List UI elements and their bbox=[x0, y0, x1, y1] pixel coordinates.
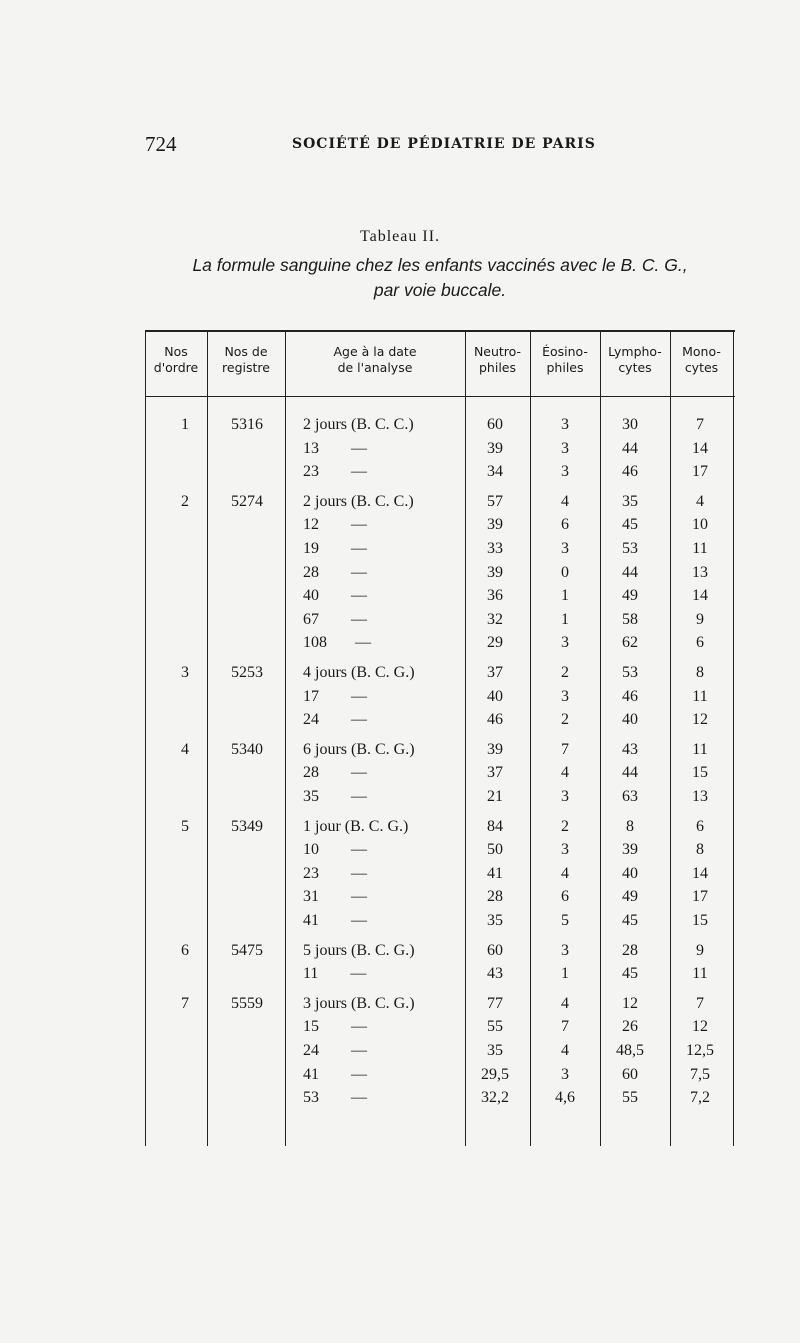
neutrophiles-cell: 84 bbox=[487, 817, 503, 835]
neutrophiles-cell: 39 bbox=[487, 439, 503, 457]
table-row bbox=[145, 1066, 735, 1089]
eosinophiles-cell: 3 bbox=[561, 416, 569, 433]
age-cell: 31 — bbox=[303, 888, 367, 906]
age-cell: 6 jours (B. C. G.) bbox=[303, 740, 415, 758]
ordre-cell: 3 bbox=[181, 664, 189, 681]
monocytes-cell: 12 bbox=[692, 711, 708, 729]
lymphocytes-cell: 30 bbox=[622, 416, 638, 433]
table-row bbox=[145, 516, 735, 539]
ordre-cell: 5 bbox=[181, 817, 189, 835]
header-lymphocytes: Lympho- cytes bbox=[608, 344, 662, 375]
lymphocytes-cell: 53 bbox=[622, 540, 638, 557]
neutrophiles-cell: 39 bbox=[487, 516, 503, 534]
neutrophiles-cell: 39 bbox=[487, 563, 503, 581]
age-cell: 17 — bbox=[303, 687, 367, 705]
neutrophiles-cell: 43 bbox=[487, 965, 503, 983]
registre-cell: 5316 bbox=[231, 416, 263, 433]
registre-cell: 5340 bbox=[231, 740, 263, 758]
lymphocytes-cell: 46 bbox=[622, 687, 638, 705]
monocytes-cell: 6 bbox=[696, 817, 704, 835]
neutrophiles-cell: 21 bbox=[487, 788, 503, 805]
registre-cell: 5253 bbox=[231, 664, 263, 681]
neutrophiles-cell: 55 bbox=[487, 1018, 503, 1036]
eosinophiles-cell: 1 bbox=[561, 965, 569, 983]
age-cell: 23 — bbox=[303, 463, 367, 481]
lymphocytes-cell: 39 bbox=[622, 841, 638, 859]
age-cell: 19 — bbox=[303, 540, 367, 557]
eosinophiles-cell: 7 bbox=[561, 1018, 569, 1036]
neutrophiles-cell: 41 bbox=[487, 864, 503, 882]
monocytes-cell: 14 bbox=[692, 864, 708, 882]
lymphocytes-cell: 44 bbox=[622, 439, 638, 457]
eosinophiles-cell: 4,6 bbox=[555, 1089, 575, 1107]
lymphocytes-cell: 40 bbox=[622, 864, 638, 882]
eosinophiles-cell: 1 bbox=[561, 610, 569, 628]
table-row bbox=[145, 664, 735, 687]
neutrophiles-cell: 60 bbox=[487, 416, 503, 433]
monocytes-cell: 17 bbox=[692, 888, 708, 906]
registre-cell: 5274 bbox=[231, 492, 263, 510]
eosinophiles-cell: 6 bbox=[561, 888, 569, 906]
age-cell: 41 — bbox=[303, 912, 367, 929]
neutrophiles-cell: 46 bbox=[487, 711, 503, 729]
monocytes-cell: 13 bbox=[692, 563, 708, 581]
neutrophiles-cell: 28 bbox=[487, 888, 503, 906]
monocytes-cell: 11 bbox=[692, 687, 708, 705]
caption-line-1: La formule sanguine chez les enfants vaccinés avec le B. C. G., bbox=[192, 255, 688, 275]
neutrophiles-cell: 29,5 bbox=[481, 1065, 509, 1083]
monocytes-cell: 11 bbox=[692, 965, 708, 983]
eosinophiles-cell: 5 bbox=[561, 912, 569, 929]
age-cell: 24 — bbox=[303, 1042, 367, 1059]
monocytes-cell: 12,5 bbox=[686, 1042, 714, 1059]
table-row bbox=[145, 440, 735, 463]
eosinophiles-cell: 3 bbox=[561, 788, 569, 805]
header-registre: Nos de registre bbox=[222, 344, 270, 375]
monocytes-cell: 7,2 bbox=[690, 1089, 710, 1107]
neutrophiles-cell: 40 bbox=[487, 687, 503, 705]
eosinophiles-cell: 3 bbox=[561, 1065, 569, 1083]
age-cell: 15 — bbox=[303, 1018, 367, 1036]
lymphocytes-cell: 28 bbox=[622, 941, 638, 959]
table-row bbox=[145, 1089, 735, 1112]
lymphocytes-cell: 49 bbox=[622, 587, 638, 605]
monocytes-cell: 9 bbox=[696, 610, 704, 628]
monocytes-cell: 12 bbox=[692, 1018, 708, 1036]
lymphocytes-cell: 58 bbox=[622, 610, 638, 628]
neutrophiles-cell: 39 bbox=[487, 740, 503, 758]
table-row bbox=[145, 818, 735, 841]
neutrophiles-cell: 35 bbox=[487, 912, 503, 929]
header-ordre: Nos d'ordre bbox=[153, 344, 199, 375]
eosinophiles-cell: 3 bbox=[561, 687, 569, 705]
eosinophiles-cell: 3 bbox=[561, 841, 569, 859]
age-cell: 1 jour (B. C. G.) bbox=[303, 817, 409, 835]
age-cell: 108 — bbox=[303, 634, 371, 652]
neutrophiles-cell: 60 bbox=[487, 941, 503, 959]
age-cell: 41 — bbox=[303, 1065, 367, 1083]
monocytes-cell: 9 bbox=[696, 941, 704, 959]
table-row bbox=[145, 912, 735, 935]
monocytes-cell: 7,5 bbox=[690, 1065, 710, 1083]
lymphocytes-cell: 45 bbox=[622, 965, 638, 983]
page-number: 724 bbox=[145, 132, 177, 156]
age-cell: 2 jours (B. C. C.) bbox=[303, 492, 414, 510]
age-cell: 28 — bbox=[303, 563, 367, 581]
table-row bbox=[145, 965, 735, 988]
monocytes-cell: 4 bbox=[696, 492, 704, 510]
table-row bbox=[145, 564, 735, 587]
age-cell: 23 — bbox=[303, 864, 367, 882]
header-age: Age à la date de l'analyse bbox=[333, 344, 417, 375]
ordre-cell: 7 bbox=[181, 994, 189, 1012]
table-row bbox=[145, 764, 735, 787]
eosinophiles-cell: 3 bbox=[561, 941, 569, 959]
eosinophiles-cell: 2 bbox=[561, 817, 569, 835]
eosinophiles-cell: 6 bbox=[561, 516, 569, 534]
age-cell: 67 — bbox=[303, 610, 367, 628]
table-caption bbox=[145, 253, 735, 303]
monocytes-cell: 15 bbox=[692, 912, 708, 929]
table-row bbox=[145, 741, 735, 764]
lymphocytes-cell: 63 bbox=[622, 788, 638, 805]
monocytes-cell: 14 bbox=[692, 587, 708, 605]
age-cell: 3 jours (B. C. G.) bbox=[303, 994, 415, 1012]
age-cell: 12 — bbox=[303, 516, 367, 534]
registre-cell: 5349 bbox=[231, 817, 263, 835]
monocytes-cell: 13 bbox=[692, 788, 708, 805]
registre-cell: 5475 bbox=[231, 941, 263, 959]
table-row bbox=[145, 1018, 735, 1041]
table-row bbox=[145, 416, 735, 439]
table-row bbox=[145, 634, 735, 657]
neutrophiles-cell: 57 bbox=[487, 492, 503, 510]
age-cell: 11 — bbox=[303, 965, 367, 983]
table-row bbox=[145, 611, 735, 634]
header-eosinophiles: Éosino- philes bbox=[542, 344, 588, 375]
monocytes-cell: 7 bbox=[696, 994, 704, 1012]
eosinophiles-cell: 3 bbox=[561, 634, 569, 652]
caption-line-2: par voie buccale. bbox=[373, 280, 507, 300]
lymphocytes-cell: 35 bbox=[622, 492, 638, 510]
lymphocytes-cell: 53 bbox=[622, 664, 638, 681]
monocytes-cell: 8 bbox=[696, 664, 704, 681]
eosinophiles-cell: 2 bbox=[561, 664, 569, 681]
header-monocytes: Mono- cytes bbox=[682, 344, 721, 375]
age-cell: 53 — bbox=[303, 1089, 367, 1107]
lymphocytes-cell: 48,5 bbox=[616, 1042, 644, 1059]
lymphocytes-cell: 55 bbox=[622, 1089, 638, 1107]
neutrophiles-cell: 77 bbox=[487, 994, 503, 1012]
lymphocytes-cell: 43 bbox=[622, 740, 638, 758]
eosinophiles-cell: 1 bbox=[561, 587, 569, 605]
eosinophiles-cell: 3 bbox=[561, 439, 569, 457]
age-cell: 10 — bbox=[303, 841, 367, 859]
monocytes-cell: 8 bbox=[696, 841, 704, 859]
neutrophiles-cell: 33 bbox=[487, 540, 503, 557]
header-neutrophiles: Neutro- philes bbox=[473, 344, 522, 375]
monocytes-cell: 7 bbox=[696, 416, 704, 433]
lymphocytes-cell: 40 bbox=[622, 711, 638, 729]
monocytes-cell: 10 bbox=[692, 516, 708, 534]
lymphocytes-cell: 62 bbox=[622, 634, 638, 652]
table-row bbox=[145, 587, 735, 610]
neutrophiles-cell: 37 bbox=[487, 664, 503, 681]
monocytes-cell: 15 bbox=[692, 764, 708, 782]
ordre-cell: 1 bbox=[181, 416, 189, 433]
neutrophiles-cell: 35 bbox=[487, 1042, 503, 1059]
registre-cell: 5559 bbox=[231, 994, 263, 1012]
eosinophiles-cell: 4 bbox=[561, 864, 569, 882]
monocytes-cell: 6 bbox=[696, 634, 704, 652]
lymphocytes-cell: 60 bbox=[622, 1065, 638, 1083]
neutrophiles-cell: 37 bbox=[487, 764, 503, 782]
lymphocytes-cell: 45 bbox=[622, 912, 638, 929]
monocytes-cell: 11 bbox=[692, 540, 708, 557]
lymphocytes-cell: 44 bbox=[622, 764, 638, 782]
eosinophiles-cell: 0 bbox=[561, 563, 569, 581]
neutrophiles-cell: 36 bbox=[487, 587, 503, 605]
table-row bbox=[145, 942, 735, 965]
ordre-cell: 4 bbox=[181, 740, 189, 758]
blood-formula-table bbox=[145, 330, 735, 1146]
eosinophiles-cell: 4 bbox=[561, 492, 569, 510]
table-row bbox=[145, 841, 735, 864]
running-head: SOCIÉTÉ DE PÉDIATRIE DE PARIS bbox=[292, 136, 596, 152]
age-cell: 5 jours (B. C. G.) bbox=[303, 941, 415, 959]
table-row bbox=[145, 865, 735, 888]
table-row bbox=[145, 888, 735, 911]
lymphocytes-cell: 8 bbox=[626, 817, 634, 835]
age-cell: 40 — bbox=[303, 587, 367, 605]
table-row bbox=[145, 463, 735, 486]
eosinophiles-cell: 4 bbox=[561, 764, 569, 782]
eosinophiles-cell: 4 bbox=[561, 994, 569, 1012]
ordre-cell: 6 bbox=[181, 941, 189, 959]
age-cell: 24 — bbox=[303, 711, 367, 729]
monocytes-cell: 11 bbox=[692, 740, 708, 758]
eosinophiles-cell: 3 bbox=[561, 540, 569, 557]
neutrophiles-cell: 29 bbox=[487, 634, 503, 652]
eosinophiles-cell: 2 bbox=[561, 711, 569, 729]
age-cell: 28 — bbox=[303, 764, 367, 782]
header-divider bbox=[145, 396, 735, 397]
table-row bbox=[145, 788, 735, 811]
eosinophiles-cell: 4 bbox=[561, 1042, 569, 1059]
table-row bbox=[145, 540, 735, 563]
table-row bbox=[145, 995, 735, 1018]
neutrophiles-cell: 50 bbox=[487, 841, 503, 859]
monocytes-cell: 14 bbox=[692, 439, 708, 457]
eosinophiles-cell: 3 bbox=[561, 463, 569, 481]
lymphocytes-cell: 44 bbox=[622, 563, 638, 581]
lymphocytes-cell: 46 bbox=[622, 463, 638, 481]
table-row bbox=[145, 688, 735, 711]
age-cell: 2 jours (B. C. C.) bbox=[303, 416, 414, 433]
table-row bbox=[145, 1042, 735, 1065]
neutrophiles-cell: 32,2 bbox=[481, 1089, 509, 1107]
age-cell: 35 — bbox=[303, 788, 367, 805]
table-label: Tableau II. bbox=[359, 228, 441, 245]
lymphocytes-cell: 26 bbox=[622, 1018, 638, 1036]
age-cell: 13 — bbox=[303, 439, 367, 457]
neutrophiles-cell: 32 bbox=[487, 610, 503, 628]
lymphocytes-cell: 49 bbox=[622, 888, 638, 906]
ordre-cell: 2 bbox=[181, 492, 189, 510]
lymphocytes-cell: 45 bbox=[622, 516, 638, 534]
eosinophiles-cell: 7 bbox=[561, 740, 569, 758]
lymphocytes-cell: 12 bbox=[622, 994, 638, 1012]
neutrophiles-cell: 34 bbox=[487, 463, 503, 481]
table-row bbox=[145, 711, 735, 734]
age-cell: 4 jours (B. C. G.) bbox=[303, 664, 415, 681]
table-row bbox=[145, 493, 735, 516]
monocytes-cell: 17 bbox=[692, 463, 708, 481]
